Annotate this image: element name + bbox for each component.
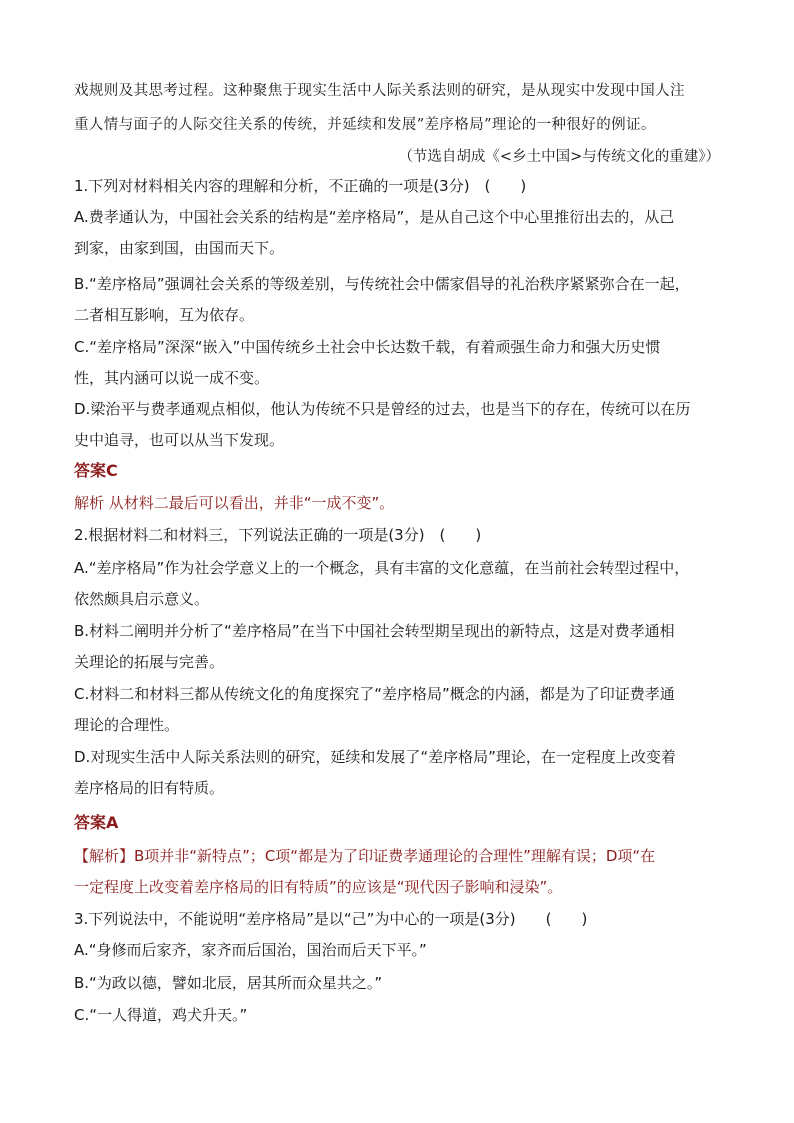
q1-answer: 答案C: [74, 461, 118, 480]
q1-option-d-cont: 史中追寻，也可以从当下发现。: [74, 431, 285, 449]
q1-analysis: 解析 从材料二最后可以看出，并非“一成不变”。: [74, 494, 395, 512]
q3-option-c: C.“一人得道，鸡犬升天。”: [74, 1006, 248, 1024]
q2-option-c-cont: 理论的合理性。: [74, 716, 180, 734]
question-1-stem: 1.下列对材料相关内容的理解和分析，不正确的一项是(3分) ( ): [74, 177, 527, 195]
q1-option-b: B.“差序格局”强调社会关系的等级差别，与传统社会中儒家倡导的礼治秩序紧紧弥合在一起，: [74, 275, 690, 293]
q2-option-b: B.材料二阐明并分析了“差序格局”在当下中国社会转型期呈现出的新特点，这是对费孝通相: [74, 622, 675, 640]
q1-option-a: A.费孝通认为，中国社会关系的结构是“差序格局”，是从自己这个中心里推衍出去的，从己: [74, 208, 675, 226]
q1-option-b-cont: 二者相互影响，互为依存。: [74, 306, 255, 324]
q2-answer: 答案A: [74, 813, 119, 832]
q2-analysis: 【解析】B项并非“新特点”；C项“都是为了印证费孝通理论的合理性”理解有误；D项“在: [74, 847, 656, 865]
passage-line: 重人情与面子的人际交往关系的传统，并延续和发展”差序格局”理论的一种很好的例证。: [74, 117, 656, 133]
q2-option-a: A.“差序格局”作为社会学意义上的一个概念，具有丰富的文化意蕴，在当前社会转型过程中，: [74, 559, 690, 577]
q2-option-b-cont: 关理论的拓展与完善。: [74, 653, 225, 671]
q2-option-a-cont: 依然颇具启示意义。: [74, 590, 210, 608]
q2-analysis-cont: 一定程度上改变着差序格局的旧有特质”的应该是“现代因子影响和浸染”。: [74, 878, 563, 896]
q3-option-b: B.“为政以德，譬如北辰，居其所而众星共之。”: [74, 974, 383, 992]
q2-option-d-cont: 差序格局的旧有特质。: [74, 779, 225, 797]
passage-line: 戏规则及其思考过程。这种聚焦于现实生活中人际关系法则的研究，是从现实中发现中国人注: [74, 83, 685, 99]
q1-option-c-cont: 性，其内涵可以说一成不变。: [74, 369, 270, 387]
q3-option-a: A.“身修而后家齐，家齐而后国治，国治而后天下平。”: [74, 941, 427, 959]
q2-option-c: C.材料二和材料三都从传统文化的角度探究了“差序格局”概念的内涵，都是为了印证费孝通: [74, 685, 675, 703]
question-3-stem: 3.下列说法中，不能说明“差序格局”是以“己”为中心的一项是(3分) ( ): [74, 910, 588, 928]
q2-option-d: D.对现实生活中人际关系法则的研究，延续和发展了“差序格局”理论，在一定程度上改变着: [74, 748, 676, 766]
question-2-stem: 2.根据材料二和材料三，下列说法正确的一项是(3分) ( ): [74, 526, 482, 544]
q1-option-c: C.“差序格局”深深“嵌入”中国传统乡土社会中长达数千载，有着顽强生命力和强大历史惯: [74, 338, 661, 356]
q1-option-a-cont: 到家，由家到国，由国而天下。: [74, 239, 285, 257]
passage-source: （节选自胡成《<乡土中国>与传统文化的重建》）: [398, 149, 720, 165]
q1-option-d: D.梁治平与费孝通观点相似，他认为传统不只是曾经的过去，也是当下的存在，传统可以在历: [74, 400, 691, 418]
